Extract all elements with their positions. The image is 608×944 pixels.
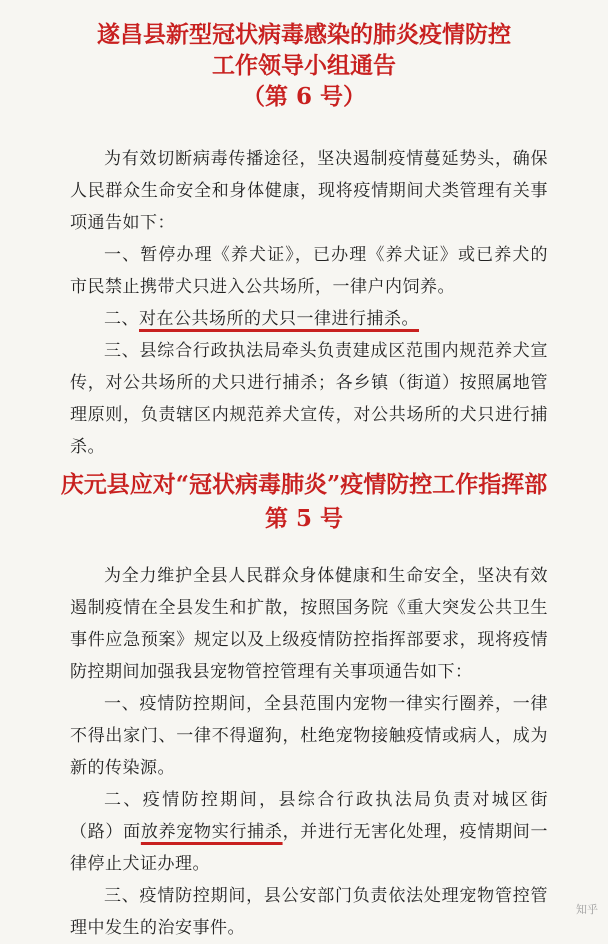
notice-suichang	[0, 18, 608, 457]
paragraph-item-1: 一、疫情防控期间，全县范围内宠物一律实行圈养，一律不得出家门、一律不得遛狗，杜绝宠物接触疫情或病人，成为新的传染源。	[70, 694, 548, 778]
notice-title-line1: 庆元县应对“冠状病毒肺炎”疫情防控工作指挥部	[60, 471, 548, 498]
item-2-suffix: ，并进行无害化处理，疫情期间一律停止犬证办理。	[70, 822, 549, 874]
notice-body	[70, 560, 548, 944]
underlined-highlight: 放养宠物实行捕杀	[140, 822, 283, 842]
notice-title-line2: 工作领导小组通告	[212, 52, 396, 79]
paragraph-item-2	[70, 303, 548, 335]
paragraph-item-1: 一、暂停办理《养犬证》，已办理《养犬证》或已养犬的市民禁止携带犬只进入公共场所，一律户内饲养。	[70, 245, 548, 297]
item-2-prefix: 二、疫情防控期间，县综合行政执法局负责对城区街（路）面	[70, 790, 548, 842]
notice-body	[70, 143, 548, 463]
paragraph-intro: 为有效切断病毒传播途径，坚决遏制疫情蔓延势头，确保人民群众生命安全和身体健康，现将疫情期间犬类管理有关事项通告如下：	[70, 149, 548, 233]
item-2-prefix: 二、	[104, 309, 139, 329]
notice-title-line1: 遂昌县新型冠状病毒感染的肺炎疫情防控	[97, 21, 511, 48]
paragraph-item-3: 三、疫情防控期间，县公安部门负责依法处理宠物管控管理中发生的治安事件。	[70, 886, 548, 938]
notice-number: （第 6 号）	[241, 83, 367, 110]
paragraph-item-3: 三、县综合行政执法局牵头负责建成区范围内规范养犬宣传，对公共场所的犬只进行捕杀；各乡镇（街道）按照属地管理原则，负责辖区内规范养犬宣传，对公共场所的犬只进行捕杀。	[70, 341, 548, 457]
notice-number: 第 5 号	[264, 505, 344, 532]
paragraph-item-2	[70, 784, 548, 880]
underlined-highlight: 对在公共场所的犬只一律进行捕杀。	[139, 309, 419, 329]
paragraph-intro: 为全力维护全县人民群众身体健康和生命安全，坚决有效遏制疫情在全县发生和扩散，按照国务院《重大突发公共卫生事件应急预案》规定以及上级疫情防控指挥部要求，现将疫情防控期间加强我县宠物管控管理有关事项通告如下：	[70, 566, 548, 682]
watermark: 知乎	[576, 903, 598, 916]
